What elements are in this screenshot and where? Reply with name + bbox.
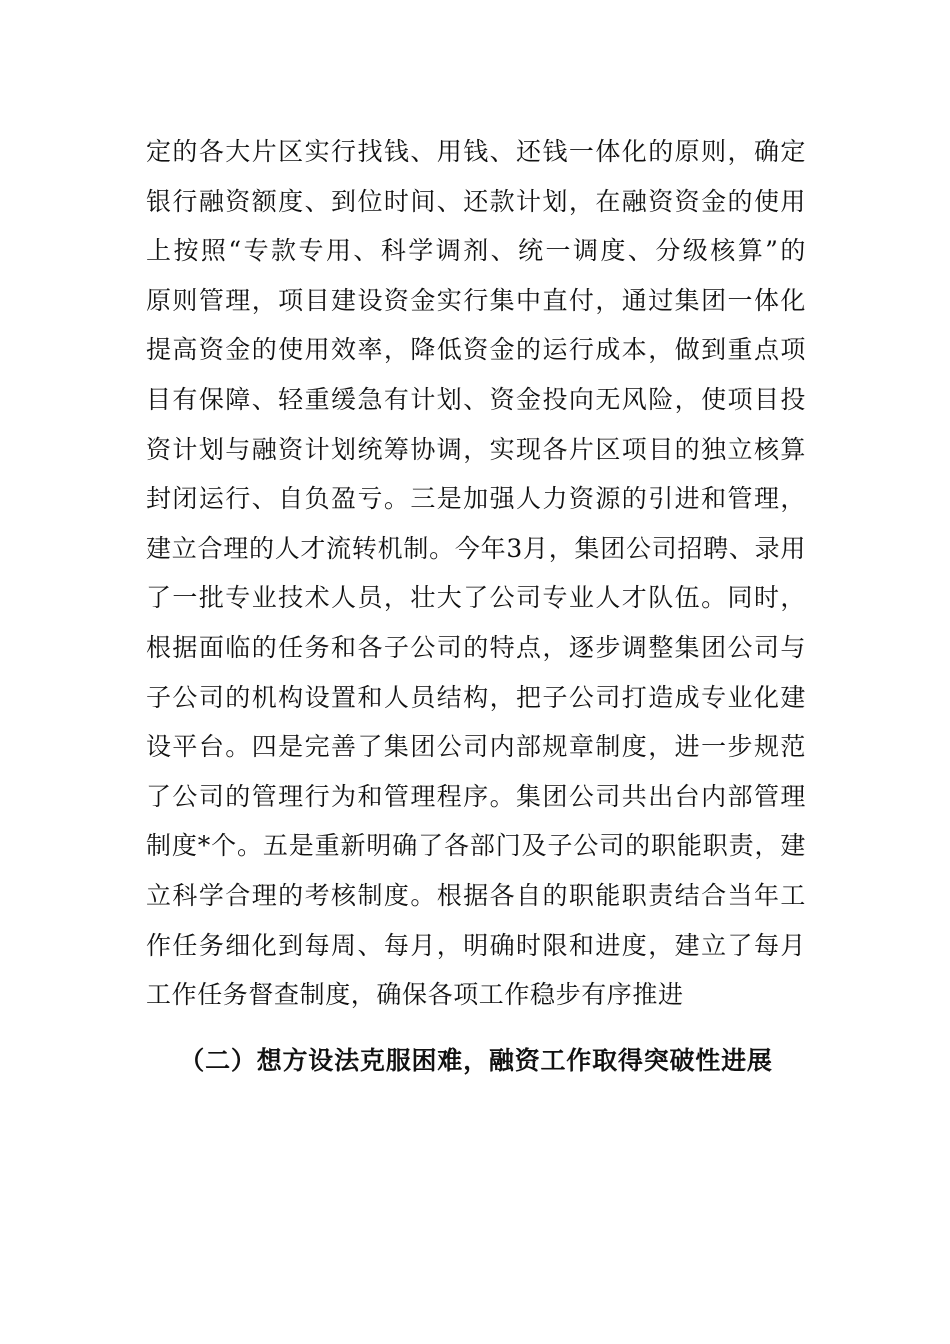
paragraph-line: 工作任务督查制度，确保各项工作稳步有序推进 xyxy=(146,980,684,1010)
paragraph-line: 上按照“专款专用、科学调剂、统一调度、分级核算”的 xyxy=(146,236,806,266)
paragraph-line: 子公司的机构设置和人员结构，把子公司打造成专业化建 xyxy=(146,682,806,712)
paragraph-line: 制度*个。五是重新明确了各部门及子公司的职能职责，建 xyxy=(146,831,806,861)
paragraph-line: 原则管理，项目建设资金实行集中直付，通过集团一体化 xyxy=(146,285,806,315)
paragraph-line: 立科学合理的考核制度。根据各自的职能职责结合当年工 xyxy=(146,880,806,910)
section-heading: （二）想方设法克服困难，融资工作取得突破性进展 xyxy=(179,1046,773,1075)
paragraph-line: 作任务细化到每周、每月，明确时限和进度，建立了每月 xyxy=(146,930,806,960)
paragraph-line: 建立合理的人才流转机制。今年3月，集团公司招聘、录用 xyxy=(146,533,806,563)
paragraph-line: 目有保障、轻重缓急有计划、资金投向无风险，使项目投 xyxy=(146,384,806,414)
body-paragraph xyxy=(146,127,806,1020)
paragraph-line: 了一批专业技术人员，壮大了公司专业人才队伍。同时， xyxy=(146,583,806,613)
paragraph-line: 银行融资额度、到位时间、还款计划，在融资资金的使用 xyxy=(146,186,806,216)
paragraph-line: 设平台。四是完善了集团公司内部规章制度，进一步规范 xyxy=(146,732,806,762)
paragraph-line: 提高资金的使用效率，降低资金的运行成本，做到重点项 xyxy=(146,335,806,365)
paragraph-line: 定的各大片区实行找钱、用钱、还钱一体化的原则，确定 xyxy=(146,137,806,166)
paragraph-line: 资计划与融资计划统筹协调，实现各片区项目的独立核算 xyxy=(146,434,806,464)
paragraph-line: 根据面临的任务和各子公司的特点，逐步调整集团公司与 xyxy=(146,632,806,662)
paragraph-line: 封闭运行、自负盈亏。三是加强人力资源的引进和管理， xyxy=(146,484,806,514)
paragraph-line: 了公司的管理行为和管理程序。集团公司共出台内部管理 xyxy=(146,781,806,811)
